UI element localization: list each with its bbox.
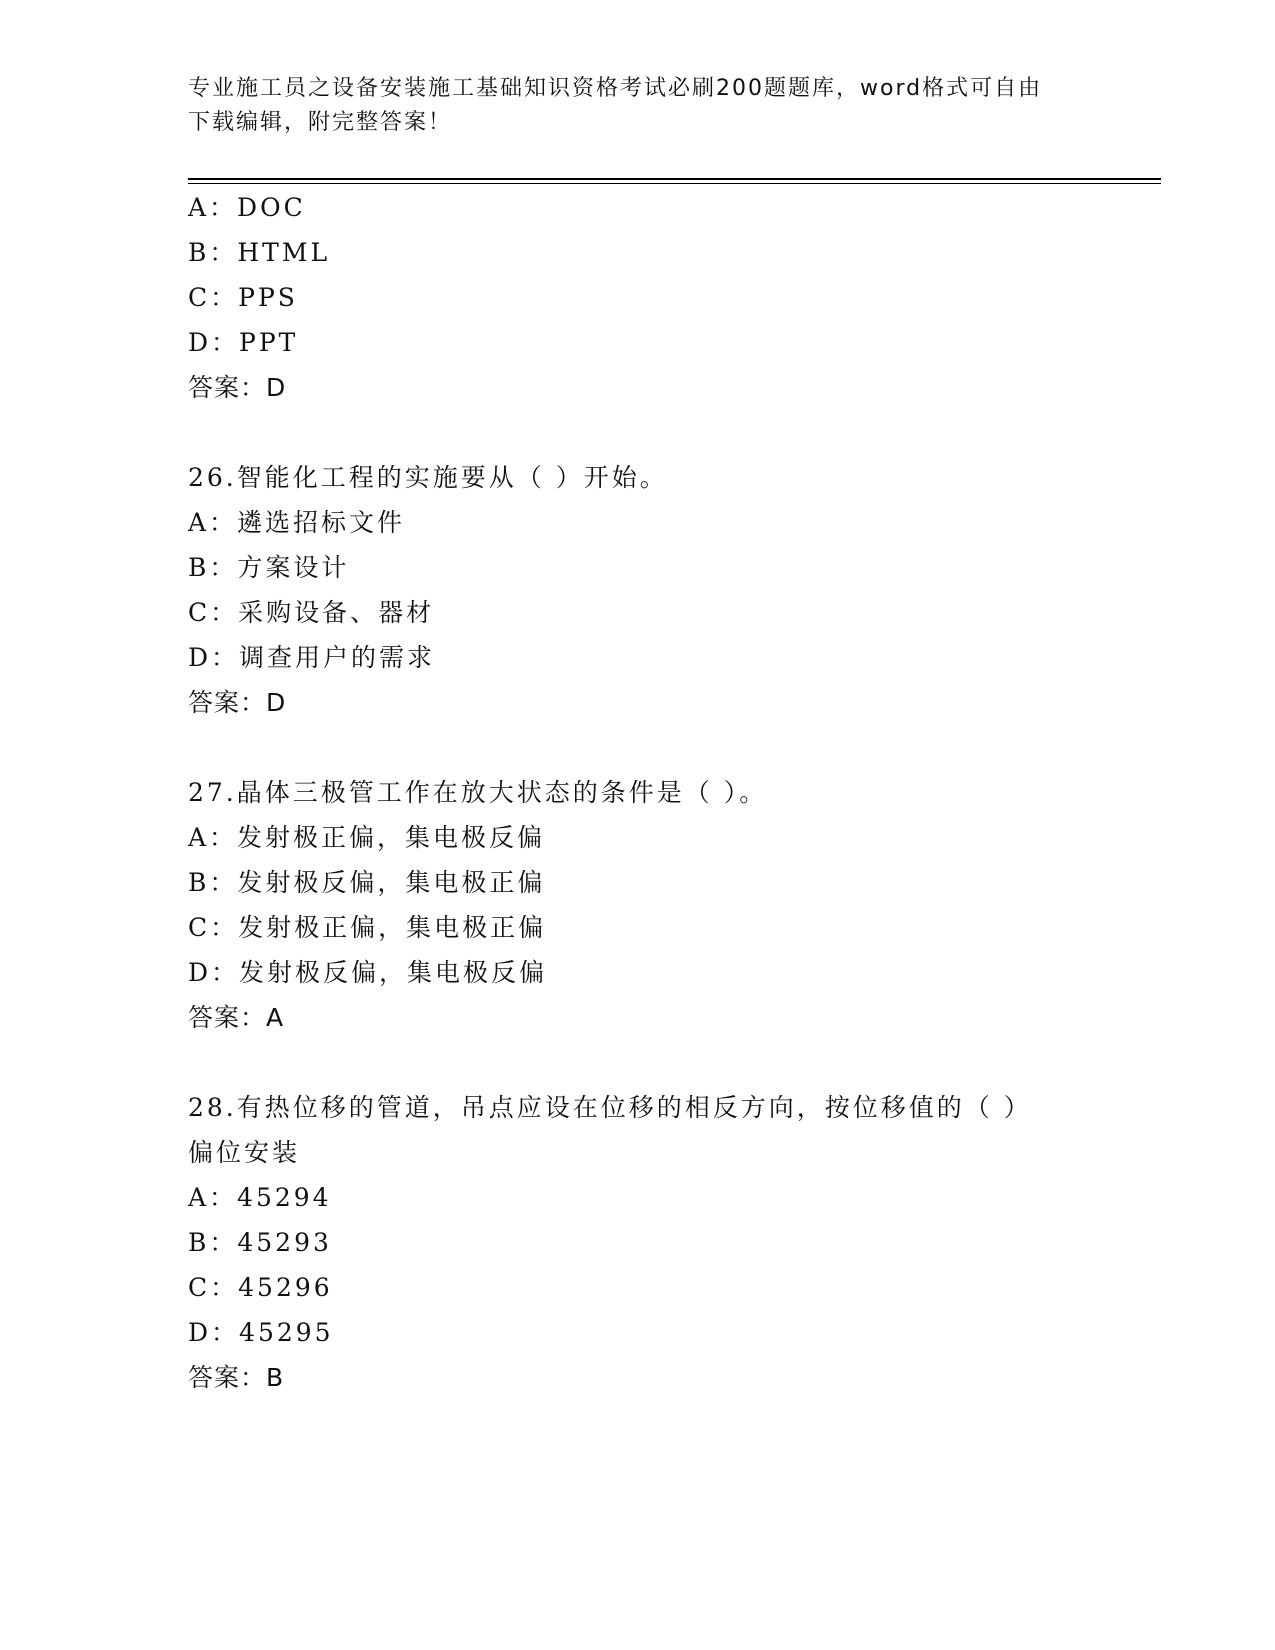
q27-option-d: D：发射极反偏，集电极反偏 (188, 958, 548, 987)
q28-question-line-2: 偏位安装 (188, 1138, 301, 1167)
q26-option-a: A：遴选招标文件 (188, 508, 406, 537)
q28-question-line-1: 28.有热位移的管道，吊点应设在位移的相反方向，按位移值的（ ） (188, 1093, 1032, 1122)
q28-option-a: A：45294 (188, 1183, 332, 1212)
q28-option-c: C：45296 (188, 1273, 333, 1302)
q25-answer: 答案：D (188, 373, 287, 402)
q25-option-d: D：PPT (188, 328, 299, 357)
q28-option-b: B：45293 (188, 1228, 332, 1257)
q26-answer: 答案：D (188, 688, 287, 717)
q26-question: 26.智能化工程的实施要从（ ）开始。 (188, 463, 668, 492)
q26-option-b: B：方案设计 (188, 553, 350, 582)
q27-option-b: B：发射极反偏，集电极正偏 (188, 868, 546, 897)
q27-option-a: A：发射极正偏，集电极反偏 (188, 823, 546, 852)
header-divider-thin (188, 183, 1161, 184)
q28-answer: 答案：B (188, 1363, 285, 1392)
q27-question: 27.晶体三极管工作在放大状态的条件是（ ）。 (188, 778, 768, 807)
header-divider-thick (188, 178, 1161, 180)
header-line-2: 下载编辑，附完整答案！ (188, 110, 453, 135)
q25-option-a: A：DOC (188, 193, 306, 222)
q26-option-d: D：调查用户的需求 (188, 643, 436, 672)
header-line-1: 专业施工员之设备安装施工基础知识资格考试必刷200题题库，word格式可自由 (188, 76, 1043, 101)
q25-option-c: C：PPS (188, 283, 298, 312)
q26-option-c: C：采购设备、器材 (188, 598, 435, 627)
q27-answer: 答案：A (188, 1003, 285, 1032)
q28-option-d: D：45295 (188, 1318, 334, 1347)
q25-option-b: B：HTML (188, 238, 331, 267)
q27-option-c: C：发射极正偏，集电极正偏 (188, 913, 547, 942)
document-header (188, 72, 1088, 140)
